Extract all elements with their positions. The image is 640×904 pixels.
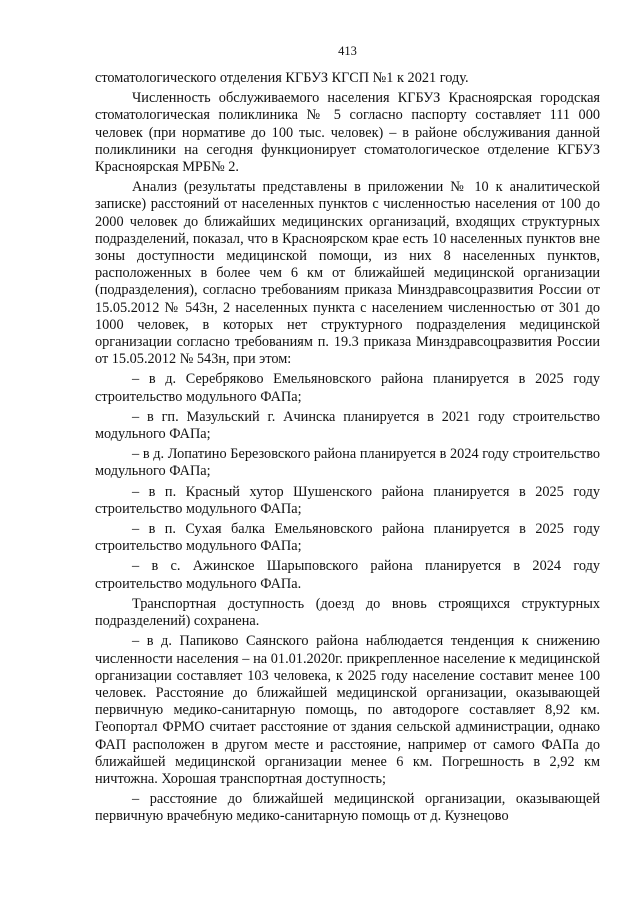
list-item: – расстояние до ближайшей медицинской организации, оказывающей первичную врачебную медико-санитарную помощь от д. Кузнецово — [95, 791, 600, 825]
list-item: – в п. Сухая балка Емельяновского района планируется в 2025 году строительство модульного ФАПа; — [95, 521, 600, 555]
list-item: – в д. Лопатино Березовского района планируется в 2024 году строительство модульного ФАПа; — [95, 446, 600, 480]
list-item: – в д. Папиково Саянского района наблюдается тенденция к снижению численности населения – на 01.01.2020г. прикрепленное население к медицинской организации составляет 103 человека, к 2025 году население составит менее 100 человек. Расстояние до ближайшей медицинской организации, оказывающей первичную медико-санитарную помощь, по автодороге составляет 8,92 км. Геопортал ФРМО считает расстояние от здания сельской администрации, однако ФАП расположен в другом месте и расстояние, например от самого ФАПа до ближайшей медицинской организации менее 6 км. Погрешность в 2,92 км ничтожна. Хорошая транспортная доступность; — [95, 633, 600, 787]
page-number: 413 — [338, 44, 357, 58]
paragraph: Численность обслуживаемого населения КГБУЗ Красноярская городская стоматологическая поликлиника № 5 согласно паспорту составляет 111 000 человек (при нормативе до 100 тыс. человек) – в районе обслуживания данной поликлиники на сегодня функционирует стоматологическое отделение КГБУЗ Красноярская МРБ№ 2. — [95, 90, 600, 176]
document-body — [95, 70, 600, 826]
paragraph: Анализ (результаты представлены в приложении № 10 к аналитической записке) расстояний от населенных пунктов с численностью населения от 100 до 2000 человек до ближайших медицинских организаций, входящих структурных подразделений, показал, что в Красноярском крае есть 10 населенных пунктов вне зоны доступности медицинской помощи, из них 8 населенных пунктов, расположенных в более чем 6 км от ближайшей медицинской организации (подразделения), согласно требованиям приказа Минздравсоцразвития России от 15.05.2012 № 543н, 2 населенных пункта с населением численностью от 301 до 1000 человек, в которых нет структурного подразделения медицинской организации согласно требованиям п. 19.3 приказа Минздравсоцразвития России от 15.05.2012 № 543н, при этом: — [95, 179, 600, 368]
list-item: – в гп. Мазульский г. Ачинска планируется в 2021 году строительство модульного ФАПа; — [95, 408, 600, 443]
list-item: – в д. Серебряково Емельяновского района планируется в 2025 году строительство модульного ФАПа; — [95, 371, 600, 405]
paragraph: Транспортная доступность (доезд до вновь строящихся структурных подразделений) сохранена. — [95, 595, 600, 630]
list-item: – в п. Красный хутор Шушенского района планируется в 2025 году строительство модульного ФАПа; — [95, 483, 600, 517]
list-item: – в с. Ажинское Шарыповского района планируется в 2024 году строительство модульного ФАПа. — [95, 558, 600, 592]
paragraph: стоматологического отделения КГБУЗ КГСП №1 к 2021 году. — [95, 70, 469, 86]
